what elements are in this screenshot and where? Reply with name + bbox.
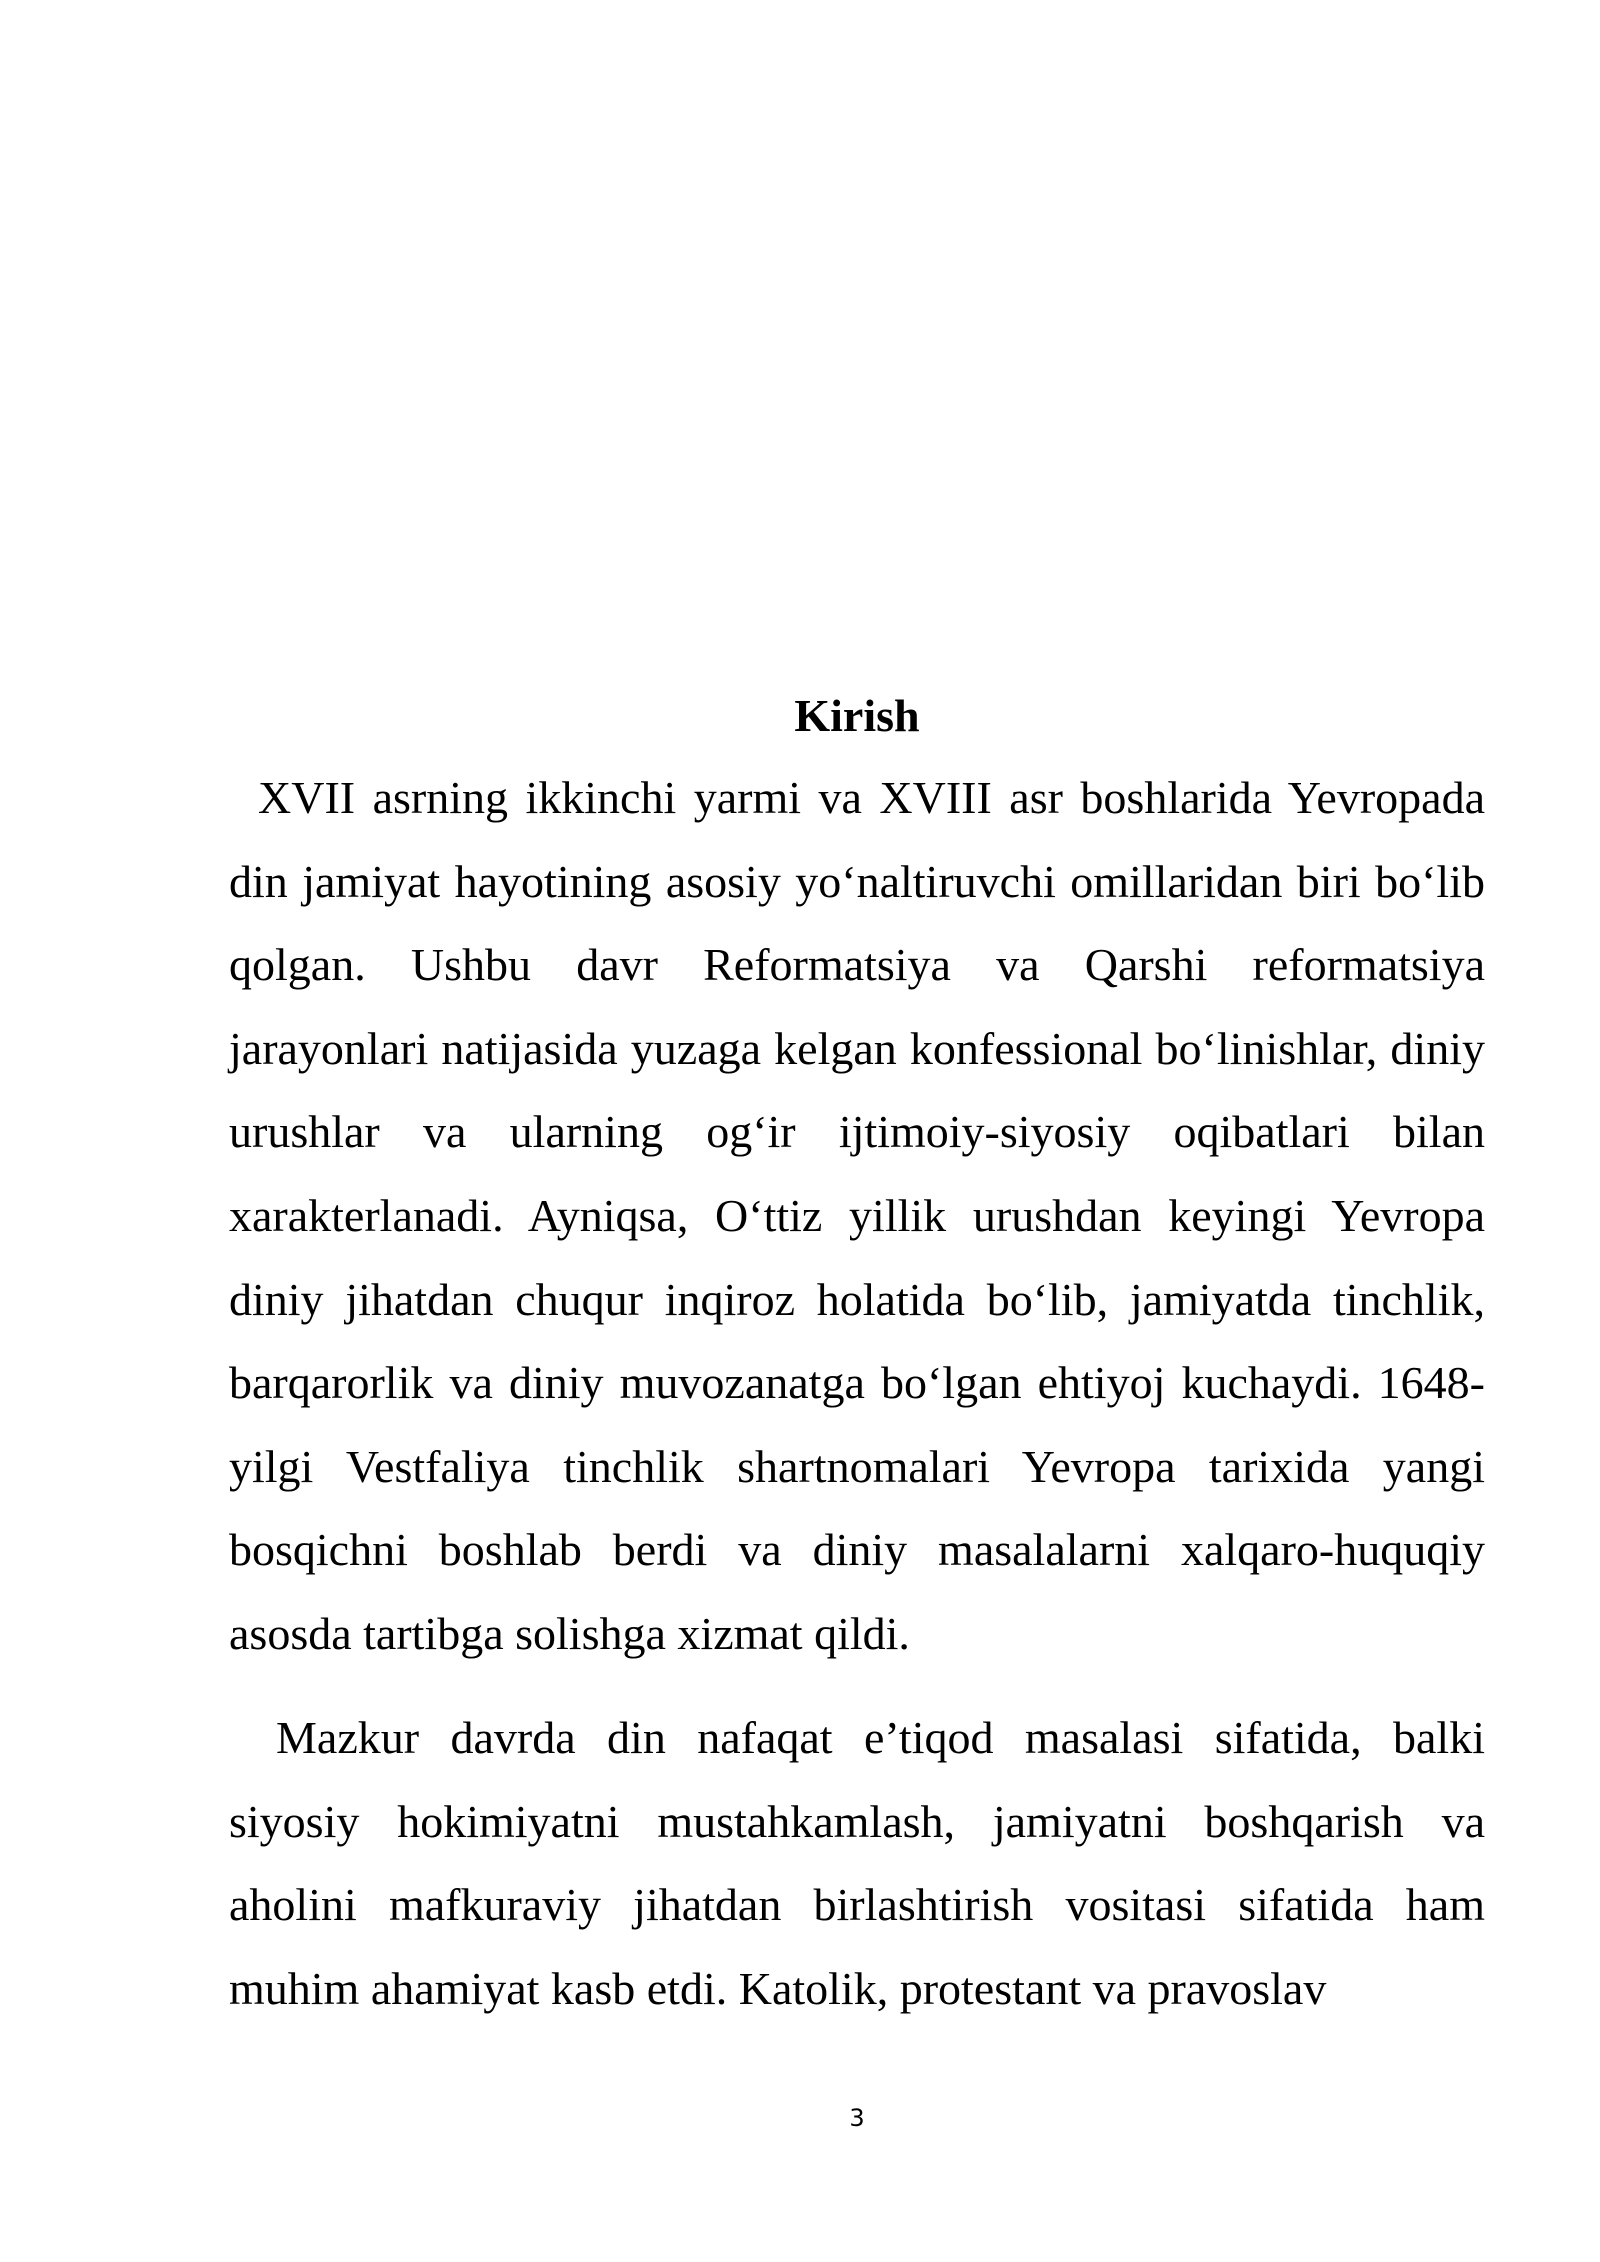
paragraph-2: Mazkur davrda din nafaqat e’tiqod masalasi sifatida, balki siyosiy hokimiyatni mustahkamlash, jamiyatni boshqarish va aholini mafkuraviy jihatdan birlashtirish vositasi sifatida ham muhim ahamiyat kasb etdi. Katolik, protestant va pravoslav (229, 1712, 1485, 2014)
paragraph-1: XVII asrning ikkinchi yarmi va XVIII asr boshlarida Yevropada din jamiyat hayotining asosiy yo‘naltiruvchi omillaridan biri bo‘lib qolgan. Ushbu davr Reformatsiya va Qarshi reformatsiya jarayonlari natijasida yuzaga kelgan konfessional bo‘linishlar, diniy urushlar va ularning og‘ir ijtimoiy-siyosiy oqibatlari bilan xarakterlanadi. Ayniqsa, O‘ttiz yillik urushdan keyingi Yevropa diniy jihatdan chuqur inqiroz holatida bo‘lib, jamiyatda tinchlik, barqarorlik va diniy muvozanatga bo‘lgan ehtiyoj kuchaydi. 1648-yilgi Vestfaliya tinchlik shartnomalari Yevropa tarixida yangi bosqichni boshlab berdi va diniy masalalarni xalqaro-huquqiy asosda tartibga solishga xizmat qildi. (229, 772, 1485, 1659)
section-heading: Kirish (794, 690, 920, 741)
page-number: 3 (849, 2104, 865, 2132)
